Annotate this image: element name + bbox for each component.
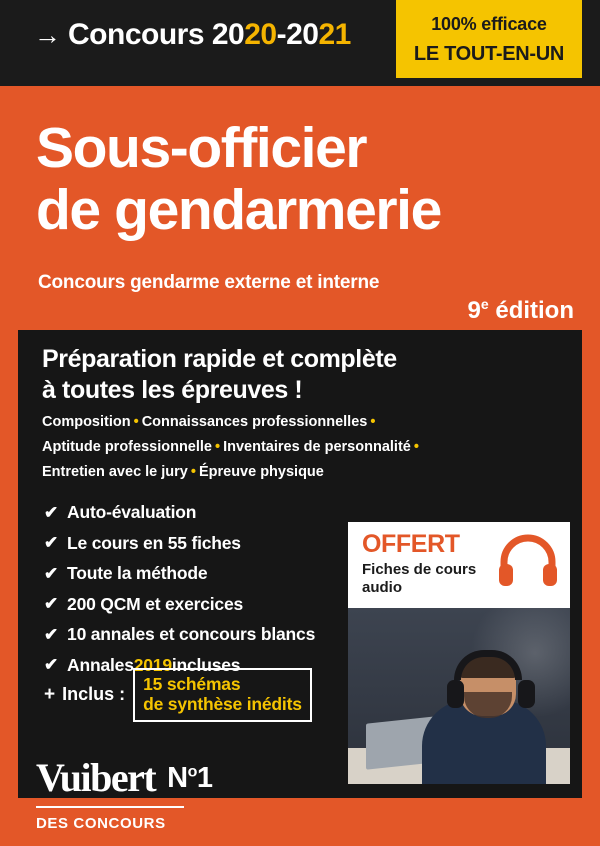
feature-checklist <box>44 502 344 685</box>
epreuves-row <box>42 435 512 460</box>
inclus-label: Inclus : <box>62 684 126 705</box>
sticker-tout-en-un: LE TOUT-EN-UN <box>413 43 565 65</box>
page-title <box>36 118 576 241</box>
separator-bullet: • <box>215 438 221 455</box>
edition-suffix: e <box>480 296 489 312</box>
concours-prefix: Concours <box>68 18 212 51</box>
inclus-box-line-2: de synthèse inédits <box>143 694 302 715</box>
epreuve-item: Inventaires de personnalité <box>223 438 411 455</box>
panel-headline <box>42 344 542 405</box>
list-item <box>44 594 344 615</box>
inclus-callout <box>44 668 312 722</box>
offert-label: OFFERT <box>362 530 460 558</box>
concours-year-d: 21 <box>318 18 351 51</box>
epreuve-item: Aptitude professionnelle <box>42 438 212 455</box>
edition-word: édition <box>495 297 574 324</box>
audio-promo-line-1: Fiches de cours <box>362 561 477 578</box>
epreuve-item: Épreuve physique <box>198 463 324 480</box>
edition-badge <box>468 296 574 325</box>
promo-sticker <box>396 0 582 78</box>
concours-dash: - <box>276 18 287 51</box>
separator-bullet: • <box>413 438 419 455</box>
panel-headline-line-2: à toutes les épreuves ! <box>42 375 303 404</box>
check-icon: ✔ <box>44 563 59 583</box>
headphones-icon <box>498 534 558 588</box>
concours-banner <box>34 18 351 52</box>
epreuves-row <box>42 460 512 485</box>
check-icon: ✔ <box>44 533 59 552</box>
audio-promo-card <box>348 522 570 784</box>
photo-headphone-cup-right <box>518 680 535 708</box>
list-item <box>44 624 344 645</box>
audio-promo-header <box>348 522 570 608</box>
plus-icon: + <box>44 683 56 705</box>
list-item-label: 10 annales et concours blancs <box>67 624 316 644</box>
title-line-1: Sous-officier <box>36 116 367 180</box>
inclus-box <box>133 668 312 722</box>
separator-bullet: • <box>370 414 376 430</box>
list-item <box>44 533 344 554</box>
rank-badge <box>167 762 212 795</box>
audio-promo-line-2: audio <box>362 579 402 596</box>
sticker-efficacite: 100% efficace <box>431 14 547 34</box>
check-icon: ✔ <box>44 594 59 613</box>
epreuve-item: Connaissances professionnelles <box>141 414 368 430</box>
separator-bullet: • <box>133 414 139 430</box>
list-item-year: 2019 <box>133 654 172 675</box>
concours-year-a: 20 <box>211 18 245 51</box>
list-item <box>44 563 344 584</box>
panel-headline-line-1: Préparation rapide et complète <box>42 345 397 373</box>
list-item-label: 200 QCM et exercices <box>67 593 244 614</box>
list-item-label-pre: Annales <box>67 654 134 675</box>
check-icon: ✔ <box>44 502 59 522</box>
epreuve-item: Composition <box>42 414 131 430</box>
check-icon: ✔ <box>44 624 59 644</box>
content-panel <box>18 330 582 798</box>
rank-number: 1 <box>196 762 213 794</box>
list-item-label-post: incluses <box>171 654 241 675</box>
concours-year-c: 20 <box>286 18 319 51</box>
audio-promo-photo <box>348 608 570 784</box>
list-item-label: Le cours en 55 fiches <box>67 532 241 553</box>
arrow-icon: → <box>34 20 61 50</box>
publisher-name: Vuibert <box>36 755 156 800</box>
epreuve-item: Entretien avec le jury <box>42 463 188 480</box>
publisher-logo <box>36 755 213 800</box>
rank-letter: N <box>167 762 188 794</box>
inclus-box-line-1: 15 schémas <box>143 674 241 694</box>
separator-bullet: • <box>190 463 196 480</box>
title-line-2: de gendarmerie <box>36 177 441 242</box>
epreuves-list <box>42 410 512 485</box>
concours-label <box>68 18 351 52</box>
photo-headphone-cup-left <box>447 680 464 708</box>
list-item-label: Auto-évaluation <box>67 502 197 522</box>
publisher-tagline: DES CONCOURS <box>36 806 184 832</box>
rank-ordinal: o <box>187 763 197 781</box>
check-icon: ✔ <box>44 655 59 674</box>
edition-number: 9 <box>467 297 481 324</box>
page-subtitle: Concours gendarme externe et interne <box>38 272 380 293</box>
epreuves-row <box>42 410 512 435</box>
list-item-label: Toute la méthode <box>67 563 208 583</box>
concours-year-b: 20 <box>244 18 277 51</box>
list-item <box>44 502 344 523</box>
